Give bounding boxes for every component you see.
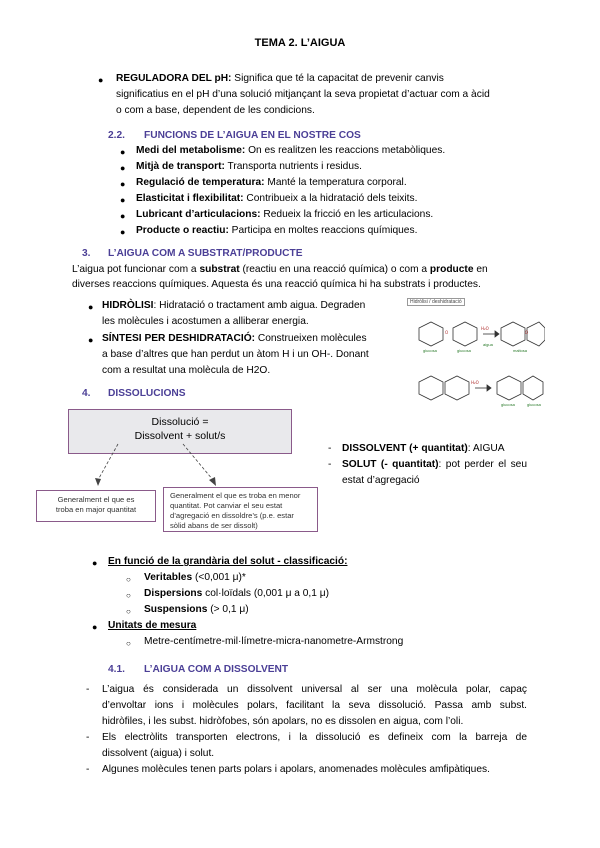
bullet: ● [120, 211, 126, 221]
maltose-ring-4 [445, 376, 469, 400]
function-item: Mitjà de transport: Transporta nutrients i residus. [136, 161, 362, 172]
dissolvent-p1-line3: hidròfiles, i les subst. hidròfobes, són apolars, no es dissolen en aigua, com l’oli. [102, 716, 464, 727]
arrow-head-2 [487, 385, 491, 391]
section-4-1-number: 4.1. [108, 664, 125, 675]
figure-caption: Hidròlisi / deshidratació [407, 298, 465, 306]
circle-bullet: ○ [126, 639, 131, 648]
bullet: ● [120, 195, 126, 205]
reguladora-line1: REGULADORA DEL pH: Significa que té la capacitat de prevenir canvis [116, 73, 444, 84]
glucose-rings-svg [405, 298, 545, 418]
bullet: ● [98, 75, 104, 85]
bullet: ● [120, 227, 126, 237]
dash: - [86, 684, 90, 695]
bullet: ● [92, 558, 98, 568]
sintesi-line3: com a resultat una molècula de H2O. [102, 365, 271, 376]
bullet: ● [88, 302, 94, 312]
dash: - [86, 732, 90, 743]
atom-label: O [525, 330, 529, 335]
section-4-title: DISSOLUCIONS [108, 388, 186, 399]
figure-label: glucosa [527, 402, 541, 407]
section-3-title: L’AIGUA COM A SUBSTRAT/PRODUCTE [108, 248, 303, 259]
dissolution-box-line1: Dissolució = [151, 416, 209, 428]
function-item: Producte o reactiu: Participa en moltes reaccions químiques. [136, 225, 418, 236]
circle-bullet: ○ [126, 575, 131, 584]
page-title: TEMA 2. L’AIGUA [254, 37, 346, 49]
function-item: Lubricant d’articulacions: Redueix la fricció en les articulacions. [136, 209, 434, 220]
dash: - [328, 459, 332, 470]
dissolvent-p1-line1: L’aigua és considerada un dissolvent universal al ser una molècula polar, capaç [102, 684, 527, 695]
hydrolysis-figure [405, 298, 545, 418]
hidrolisi-line2: les molècules i acostumen a alliberar energia. [102, 316, 309, 327]
section-2-2-title: FUNCIONS DE L’AIGUA EN EL NOSTRE COS [144, 130, 361, 141]
function-item: Elasticitat i flexibilitat: Contribueix a la hidratació dels teixits. [136, 193, 418, 204]
maltose-ring-2 [527, 322, 545, 346]
sintesi-line2: a base d’altres que han perdut un àtom H i un OH-. Donant [102, 349, 369, 360]
glucose-ring-2 [453, 322, 477, 346]
solut-line1: SOLUT (- quantitat): pot perder el seu [342, 459, 527, 470]
bullet: ● [120, 179, 126, 189]
bullet: ● [92, 622, 98, 632]
dissolvent-p3-line1: Algunes molècules tenen parts polars i apolars, anomenades molècules amfipàtiques. [102, 764, 490, 775]
dissolvent-p2-line2: dissolvent (aigua) i solut. [102, 748, 215, 759]
maltose-ring-1 [501, 322, 525, 346]
dissolution-box [68, 409, 292, 454]
reguladora-line2: significatius en el pH d’una solució mitjançant la seva propietat d’actuar com a àcid [116, 89, 490, 100]
bullet: ● [120, 147, 126, 157]
figure-label: maltosa [513, 348, 528, 353]
classification-item: Veritables (<0,001 μ)* [144, 572, 246, 583]
dissolution-box-line2: Dissolvent + solut/s [134, 430, 226, 442]
reguladora-label: REGULADORA DEL pH: [116, 73, 232, 84]
atom-label: H₂O [471, 380, 479, 385]
sintesi-label: SÍNTESI PER DESHIDRATACIÓ: [102, 333, 256, 344]
units-item: Metre-centímetre-mil·límetre-micra-nanometre-Armstrong [144, 636, 404, 647]
classification-title: En funció de la grandària del solut - classificació: [108, 556, 348, 567]
maltose-ring-3 [419, 376, 443, 400]
reguladora-line3: o com a base, dependent de les condicions. [116, 105, 315, 116]
dissolvent-p2-line1: Els electròlits transporten electrons, i la dissolució es defineix com la barreja de [102, 732, 527, 743]
atom-label: H₂O [481, 326, 489, 331]
units-title: Unitats de mesura [108, 620, 197, 631]
bullet: ● [88, 335, 94, 345]
figure-label: aigua [483, 342, 493, 347]
bullet: ● [120, 163, 126, 173]
glucose-ring-3 [497, 376, 521, 400]
solvent-box: Generalment el que es troba en major quantitat [36, 490, 156, 522]
figure-label: glucosa [457, 348, 471, 353]
circle-bullet: ○ [126, 607, 131, 616]
glucose-ring-1 [419, 322, 443, 346]
solute-box: Generalment el que es troba en menor quantitat. Pot canviar el seu estat d’agregació en dissoldre’s (p.e. estar sòlid abans de ser dissolt) [163, 487, 318, 532]
dissolvent-line: DISSOLVENT (+ quantitat): AIGUA [342, 443, 505, 454]
arrow-head-1 [495, 331, 499, 337]
dash: - [328, 443, 332, 454]
atom-label: O [445, 330, 449, 335]
hidrolisi-line1: HIDRÒLISI: Hidratació o tractament amb aigua. Degraden [102, 300, 366, 311]
hidrolisi-label: HIDRÒLISI [102, 300, 154, 311]
glucose-ring-4 [523, 376, 543, 400]
function-item: Medi del metabolisme: On es realitzen les reaccions metabòliques. [136, 145, 446, 156]
section-3-paragraph-line1: L’aigua pot funcionar com a substrat (reactiu en una reacció química) o com a producte en [72, 264, 488, 275]
function-item: Regulació de temperatura: Manté la temperatura corporal. [136, 177, 407, 188]
circle-bullet: ○ [126, 591, 131, 600]
solut-line2: estat d’agregació [342, 475, 420, 486]
section-4-number: 4. [82, 388, 91, 399]
dash: - [86, 764, 90, 775]
arrow-head-solute [209, 477, 216, 486]
classification-item: Suspensions (> 0,1 μ) [144, 604, 249, 615]
classification-item: Dispersions col·loïdals (0,001 μ a 0,1 μ) [144, 588, 330, 599]
section-4-1-title: L’AIGUA COM A DISSOLVENT [144, 664, 289, 675]
arrow-head-solvent [95, 478, 101, 486]
section-3-paragraph-line2: diverses reaccions químiques. Aquesta és una reacció química hi ha substrats i productes. [72, 279, 481, 290]
section-2-2-number: 2.2. [108, 130, 125, 141]
section-3-number: 3. [82, 248, 91, 259]
figure-label: glucosa [501, 402, 515, 407]
dissolvent-p1-line2: d’envoltar ions i molècules polars, facilitant la seva dissolució. Passa amb subst. [102, 700, 527, 711]
figure-label: glucosa [423, 348, 437, 353]
sintesi-line1: SÍNTESI PER DESHIDRATACIÓ: Construeixen molècules [102, 333, 367, 344]
